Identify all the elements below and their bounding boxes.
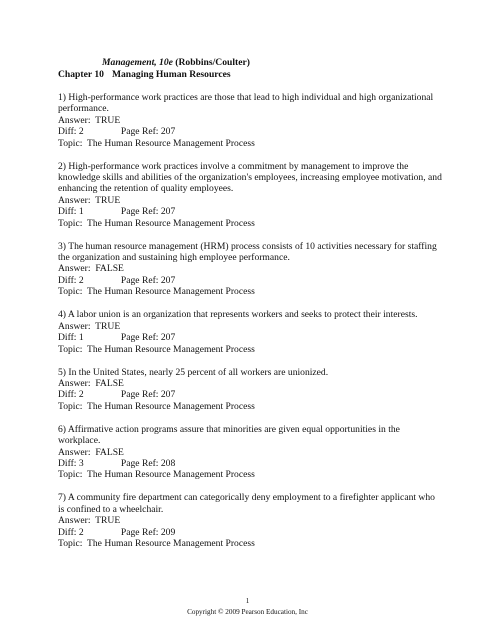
diff-line bbox=[58, 389, 443, 400]
topic-value: The Human Resource Management Process bbox=[87, 137, 255, 149]
topic-line bbox=[58, 469, 443, 480]
diff-value: 2 bbox=[78, 274, 84, 286]
question-text: 3) The human resource management (HRM) process consists of 10 activities necessary for staffing the organization and sustaining high employee performance. bbox=[58, 240, 437, 264]
question-item bbox=[58, 161, 443, 229]
page-ref-value: 208 bbox=[160, 457, 176, 469]
diff-label: Diff: bbox=[58, 457, 77, 469]
answer-line bbox=[58, 447, 443, 458]
question-item bbox=[58, 492, 443, 549]
book-title-authors: (Robbins/Coulter) bbox=[172, 57, 250, 68]
answer-line bbox=[58, 195, 443, 206]
book-title-name: Management, 10e bbox=[102, 57, 173, 68]
page-ref-label: Page Ref: bbox=[120, 332, 159, 344]
question-list bbox=[58, 92, 443, 561]
question-text: 6) Affirmative action programs assure that minorities are given equal opportunities in the workplace. bbox=[58, 423, 400, 447]
topic-value: The Human Resource Management Process bbox=[87, 217, 255, 229]
question-text: 7) A community fire department can categorically deny employment to a firefighter applicant who is confined to a wheelchair. bbox=[58, 492, 435, 515]
answer-label: Answer: bbox=[58, 515, 91, 527]
chapter-title: Managing Human Resources bbox=[111, 69, 231, 80]
topic-line bbox=[58, 401, 443, 412]
question-text: 4) A labor union is an organization that represents workers and seeks to protect their interests. bbox=[58, 309, 418, 321]
topic-line bbox=[58, 218, 443, 229]
topic-label: Topic: bbox=[58, 286, 83, 298]
topic-value: The Human Resource Management Process bbox=[87, 400, 255, 412]
answer-label: Answer: bbox=[58, 263, 91, 275]
question-item bbox=[58, 424, 443, 481]
topic-line bbox=[58, 286, 443, 297]
topic-line bbox=[58, 138, 443, 149]
question-item bbox=[58, 367, 443, 413]
topic-value: The Human Resource Management Process bbox=[87, 286, 255, 298]
topic-value: The Human Resource Management Process bbox=[87, 343, 255, 355]
question-text: 2) High-performance work practices involve a commitment by management to improve the knowledge skills and abilities of the organization's employees, increasing employee motivation, and enhancing the retention of quality employees. bbox=[58, 160, 442, 195]
question-text: 1) High-performance work practices are those that lead to high individual and high organizational performance. bbox=[58, 92, 434, 115]
answer-line bbox=[58, 263, 443, 274]
diff-label: Diff: bbox=[58, 126, 77, 138]
answer-line bbox=[58, 515, 443, 526]
diff-label: Diff: bbox=[58, 526, 77, 538]
question-text: 5) In the United States, nearly 25 percent of all workers are unionized. bbox=[58, 366, 329, 378]
diff-label: Diff: bbox=[58, 206, 77, 218]
diff-value: 1 bbox=[78, 206, 84, 218]
answer-label: Answer: bbox=[58, 446, 91, 458]
question-item bbox=[58, 309, 443, 355]
topic-label: Topic: bbox=[58, 137, 83, 149]
answer-line bbox=[58, 115, 443, 126]
diff-label: Diff: bbox=[58, 389, 77, 401]
answer-line bbox=[58, 321, 443, 332]
diff-line bbox=[58, 275, 443, 286]
answer-label: Answer: bbox=[58, 377, 91, 389]
topic-label: Topic: bbox=[58, 537, 83, 549]
topic-label: Topic: bbox=[58, 343, 83, 355]
diff-line bbox=[58, 527, 443, 538]
page-ref-label: Page Ref: bbox=[120, 457, 159, 469]
copyright-notice: Copyright © 2009 Pearson Education, Inc bbox=[187, 608, 308, 616]
topic-value: The Human Resource Management Process bbox=[87, 537, 255, 549]
answer-value: TRUE bbox=[95, 114, 121, 126]
diff-line bbox=[58, 458, 443, 469]
answer-label: Answer: bbox=[58, 114, 91, 126]
answer-value: FALSE bbox=[95, 263, 124, 275]
diff-label: Diff: bbox=[58, 274, 77, 286]
diff-value: 2 bbox=[78, 126, 84, 138]
question-item bbox=[58, 92, 443, 149]
diff-line bbox=[58, 126, 443, 137]
page-ref-value: 207 bbox=[160, 274, 176, 286]
diff-value: 2 bbox=[78, 526, 84, 538]
answer-value: FALSE bbox=[95, 446, 124, 458]
answer-value: TRUE bbox=[95, 194, 121, 206]
topic-label: Topic: bbox=[58, 400, 83, 412]
topic-value: The Human Resource Management Process bbox=[87, 469, 255, 481]
diff-value: 2 bbox=[78, 389, 84, 401]
chapter-heading bbox=[58, 69, 231, 80]
answer-label: Answer: bbox=[58, 194, 91, 206]
page-ref-label: Page Ref: bbox=[120, 274, 159, 286]
diff-line bbox=[58, 206, 443, 217]
chapter-number: Chapter 10 bbox=[58, 69, 104, 80]
diff-label: Diff: bbox=[58, 332, 77, 344]
page-ref-label: Page Ref: bbox=[120, 206, 159, 218]
answer-value: TRUE bbox=[95, 320, 121, 332]
diff-line bbox=[58, 332, 443, 343]
page-ref-label: Page Ref: bbox=[120, 126, 159, 138]
page-ref-label: Page Ref: bbox=[120, 526, 159, 538]
answer-label: Answer: bbox=[58, 320, 91, 332]
topic-label: Topic: bbox=[58, 469, 83, 481]
page-number: 1 bbox=[245, 597, 250, 605]
topic-line bbox=[58, 538, 443, 549]
page-ref-value: 209 bbox=[160, 526, 176, 538]
page-ref-value: 207 bbox=[160, 126, 176, 138]
page-ref-label: Page Ref: bbox=[120, 389, 159, 401]
answer-line bbox=[58, 378, 443, 389]
page-ref-value: 207 bbox=[160, 389, 176, 401]
diff-value: 3 bbox=[78, 457, 84, 469]
answer-value: TRUE bbox=[95, 515, 121, 527]
question-item bbox=[58, 241, 443, 298]
page-ref-value: 207 bbox=[160, 332, 176, 344]
answer-value: FALSE bbox=[95, 377, 124, 389]
diff-value: 1 bbox=[78, 332, 84, 344]
topic-label: Topic: bbox=[58, 217, 83, 229]
book-title bbox=[102, 57, 250, 68]
page-ref-value: 207 bbox=[160, 206, 176, 218]
topic-line bbox=[58, 344, 443, 355]
